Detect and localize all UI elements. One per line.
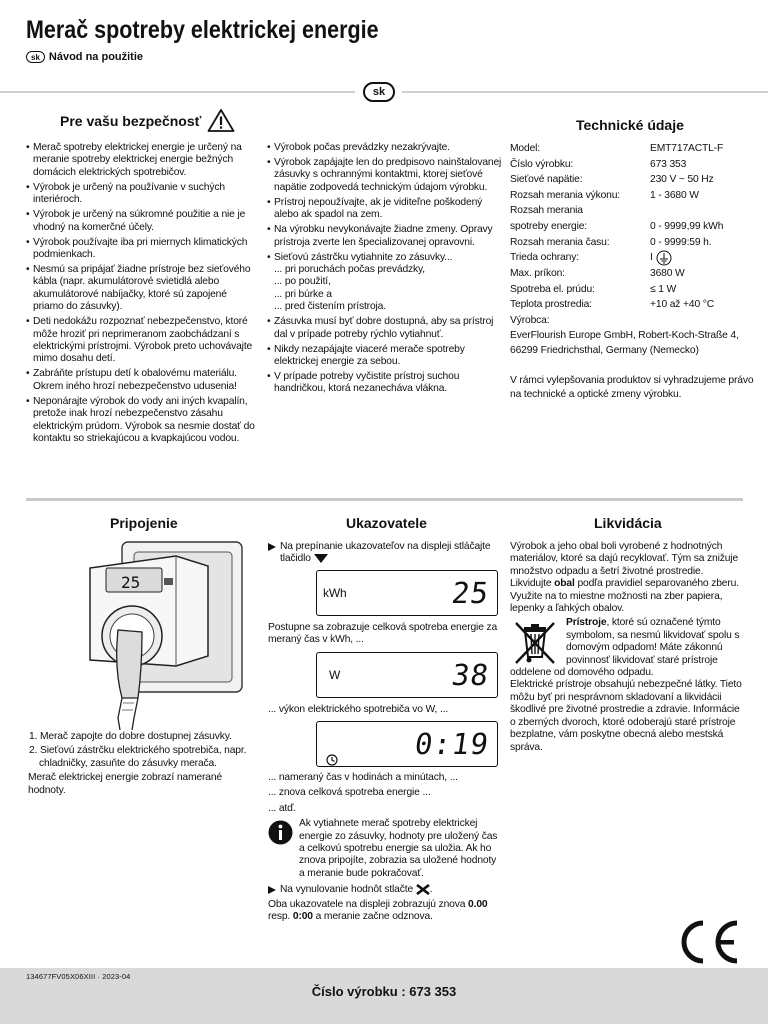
- reset-text: Na vynulovanie hodnôt stlačte: [280, 884, 414, 896]
- footer-code: 134677FV05X06XIII · 2023-04: [26, 972, 131, 981]
- spec-row: [510, 203, 755, 219]
- final-text-e: a meranie začne odznova.: [315, 911, 433, 923]
- display-column: [268, 541, 500, 924]
- display-intro: [268, 541, 500, 566]
- disposal-p2: [510, 578, 743, 615]
- spec-label: Spotreba el. prúdu:: [510, 283, 595, 295]
- spec-label: Rozsah merania výkonu:: [510, 189, 621, 201]
- ce-mark-icon: [675, 919, 743, 965]
- spec-row: [510, 157, 755, 173]
- device-illustration: [76, 538, 246, 730]
- display-text-3: ... nameraný čas v hodinách a minútach, ...: [268, 772, 458, 784]
- disposal-p1: Výrobok a jeho obal boli vyrobené z hodnotných materiálov, ktoré sa dajú recyklovať. Tým sa znižuje množstvo odpadu a šetrí životné prostredie.: [510, 541, 739, 577]
- safety-item: • Na výrobku nevykonávajte žiadne zmeny. Opravy prístroja zverte len špecializovanej opravovni.: [267, 224, 503, 249]
- display-heading: Ukazovatele: [346, 515, 427, 531]
- final-value-time: 0:00: [292, 911, 313, 923]
- safety-item: • Sieťovú zástrčku vytiahnite zo zásuvky... ... pri poruchách počas prevádzky, ... po použití, ... pri búrke a ... pred čistením prístroja.: [267, 252, 503, 314]
- connect-heading: Pripojenie: [110, 515, 178, 531]
- spec-row: [510, 250, 755, 266]
- tech-specs: [510, 141, 755, 402]
- lcd-time: [316, 721, 498, 767]
- spec-row: [510, 219, 755, 235]
- safety-item: • Výrobok počas prevádzky nezakrývajte.: [267, 142, 503, 154]
- lcd-power: [316, 652, 498, 698]
- safety-item: • Výrobok je určený na súkromné použitie a nie je vhodný na komerčné účely.: [26, 209, 260, 234]
- page-title: Merač spotreby elektrickej energie: [26, 16, 379, 44]
- display-text-4: ... znova celková spotreba energie ...: [268, 787, 431, 799]
- spec-row: [510, 282, 755, 298]
- disposal-p2-a: Likvidujte: [510, 578, 552, 590]
- spec-label: Rozsah merania: [510, 205, 583, 217]
- down-triangle-icon: [314, 554, 328, 563]
- lcd-power-unit: W: [329, 667, 341, 682]
- spec-label: Trieda ochrany:: [510, 252, 579, 264]
- spec-value: EMT717ACTL-F: [650, 143, 724, 154]
- protective-earth-icon: [656, 250, 672, 266]
- spec-label: Max. príkon:: [510, 268, 565, 280]
- header-divider-left: [0, 91, 355, 93]
- safety-item: • Zabráňte prístupu detí k obalovému materiálu. Okrem iného hrozí nebezpečenstvo udusenia!: [26, 368, 260, 393]
- safety-item: • Merač spotreby elektrickej energie je určený na meranie spotreby elektrickej energie bežných domácich elektrických spotrebičov.: [26, 142, 260, 179]
- connect-step-1: 1. Merač zapojte do dobre dostupnej zásuvky.: [29, 731, 232, 742]
- section-divider: [26, 498, 743, 501]
- safety-item: • Výrobok zapájajte len do predpisovo nainštalovanej zásuvky s ochrannými kontaktmi, ktorej sieťové napätie zodpovedá technickým údajom výrobku.: [267, 157, 503, 194]
- display-text-2: ... výkon elektrického spotrebiča vo W, ...: [268, 703, 449, 715]
- spec-value: 0 - 9999:59 h.: [650, 236, 712, 248]
- safety-heading-row: [60, 108, 235, 133]
- manufacturer-line-1: EverFlourish Europe GmbH, Robert-Koch-Straße 4,: [510, 329, 739, 341]
- step-arrow-icon: [268, 886, 276, 894]
- header-divider-right: [402, 91, 768, 93]
- step-arrow-icon: [268, 543, 276, 551]
- subtitle: Návod na použitie: [48, 51, 144, 63]
- spec-value: 0 - 9999,99 kWh: [650, 220, 724, 232]
- manufacturer-label: Výrobca:: [510, 314, 550, 326]
- display-final: [268, 899, 500, 924]
- safety-item: • Výrobok je určený na používanie v suchých interiéroch.: [26, 182, 260, 207]
- disposal-p2-bold: obal: [554, 578, 575, 590]
- connect-after: Merač elektrickej energie zobrazí namerané hodnoty.: [28, 772, 223, 796]
- info-note: [268, 818, 500, 880]
- display-text-5: ... atď.: [268, 802, 297, 814]
- lcd-energy-unit: kWh: [323, 585, 347, 600]
- reset-instruction: Na vynulovanie hodnôt stlačte .: [268, 884, 500, 897]
- disposal-p2-c: podľa pravidiel separovaného zberu. Využite na to miestne možnosti na zber papiera, lepenky a ľahkých obalov.: [510, 578, 739, 615]
- safety-item: • Deti nedokážu rozpoznať nebezpečenstvo, ktoré môže hroziť pri neprimeranom zaobchádzaní s elektrickými prístrojmi. Výrobok preto uchovávajte mimo dosahu detí.: [26, 316, 260, 366]
- spec-label: spotreby energie:: [510, 220, 588, 232]
- safety-item: • Zásuvka musí byť dobre dostupná, aby sa prístroj dal v prípade potreby rýchlo vytiahnuť.: [267, 316, 503, 341]
- disposal-heading: Likvidácia: [594, 515, 662, 531]
- spec-value: +10 až +40 °C: [650, 299, 714, 311]
- safety-item: • Neponárajte výrobok do vody ani iných kvapalín, pretože inak hrozí nebezpečenstvo zásahu elektrickým prúdom. Výrobok sa nesmie dostať do kontaktu so striekajúcou a kvapkajúcou vodou.: [26, 396, 260, 446]
- safety-item: • Nesmú sa pripájať žiadne prístroje bez sieťového kábla (napr. akumulátorové svietidlá alebo akumulátorové nabíjačky, ktoré sú zapojené priamo do zásuvky).: [26, 264, 260, 314]
- spec-label: Model:: [510, 143, 541, 154]
- disposal-p3-bold: Prístroje: [566, 617, 607, 629]
- reset-x-icon: [416, 884, 430, 895]
- disposal-column: [510, 541, 743, 754]
- language-badge: sk: [26, 51, 45, 63]
- safety-heading: Pre vašu bezpečnosť: [60, 112, 202, 129]
- footer-product-number: Číslo výrobku : 673 353: [311, 984, 457, 999]
- lcd-energy-value: 25: [449, 575, 492, 610]
- safety-item: • Nikdy nezapájajte viaceré merače spotreby elektrickej energie za sebou.: [267, 344, 503, 369]
- spec-row: [510, 297, 755, 313]
- spec-value: ≤ 1 W: [650, 283, 677, 295]
- spec-row: [510, 266, 755, 282]
- connect-steps: [28, 731, 250, 797]
- spec-row: [510, 172, 755, 188]
- spec-label: Číslo výrobku:: [510, 158, 574, 170]
- final-value-energy: 0.00: [468, 898, 488, 910]
- connect-step-2: 2. Sieťovú zástrčku elektrického spotrebiča, napr. chladničky, zasuňte do zásuvky merača.: [29, 745, 247, 769]
- display-text-1: Postupne sa zobrazuje celková spotreba energie za meraný čas v kWh, ...: [268, 621, 498, 646]
- display-intro-text: Na prepínanie ukazovateľov na displeji stláčajte tlačidlo: [280, 541, 491, 565]
- safety-item: • Výrobok používajte iba pri miernych klimatických podmienkach.: [26, 237, 260, 262]
- tech-note: V rámci vylepšovania produktov si vyhradzujeme právo na technické a optické zmeny výrobku.: [510, 374, 754, 400]
- safety-column-2: [267, 142, 503, 398]
- weee-bin-icon: [512, 619, 558, 665]
- warning-icon: [207, 108, 235, 133]
- spec-row: [510, 141, 755, 157]
- safety-item: • Prístroj nepoužívajte, ak je viditeľne poškodený alebo ak spadol na zem.: [267, 197, 503, 222]
- tech-heading: Technické údaje: [576, 117, 684, 133]
- spec-row: [510, 235, 755, 251]
- subtitle-row: [26, 51, 143, 63]
- lcd-energy: [316, 570, 498, 616]
- spec-value: 1 - 3680 W: [650, 189, 699, 201]
- spec-label: Teplota prostredia:: [510, 299, 592, 311]
- spec-row: [510, 188, 755, 204]
- manufacturer-line-2: 66299 Friedrichsthal, Germany (Nemecko): [510, 344, 699, 356]
- lcd-time-value: 0:19: [412, 726, 492, 761]
- safety-column-1: [26, 142, 260, 448]
- spec-label: Rozsah merania času:: [510, 236, 610, 248]
- spec-value: 673 353: [650, 158, 687, 170]
- spec-label: Sieťové napätie:: [510, 174, 583, 186]
- info-text: Ak vytiahnete merač spotreby elektrickej energie zo zásuvky, hodnoty pre uložený čas a celkovú spotrebu energie sa uložia. Ak ho znova pripojíte, zobrazia sa uložené hodnoty a meranie bude pokračovať.: [299, 818, 498, 879]
- spec-value: 230 V ~ 50 Hz: [650, 174, 714, 186]
- info-icon: [268, 820, 293, 845]
- language-badge-center: sk: [363, 82, 395, 102]
- final-text-a: Oba ukazovatele na displeji zobrazujú znova: [268, 898, 466, 910]
- lcd-power-value: 38: [449, 657, 492, 692]
- device-display-digits: 25: [121, 573, 141, 592]
- clock-icon: [326, 754, 338, 766]
- final-text-c: resp.: [268, 911, 291, 923]
- disposal-p3-text: , ktoré sú označené týmto symbolom, sa nesmú likvidovať spolu s domovým odpadom! Máte zákonnú povinnosť likvidovať staré prístroje oddelene od domového odpadu.: [510, 617, 740, 679]
- disposal-p4: Elektrické prístroje obsahujú nebezpečné látky. Tieto môžu byť pri nesprávnom skladovaní a likvidácii škodlivé pre životné prostredie a zdravie. Informácie o zberných dvoroch, ktoré odoberajú staré prístroje bezplatne, vám poskytne obecná alebo mestská správa.: [510, 679, 742, 753]
- safety-item: • V prípade potreby vyčistite prístroj suchou handričkou, ktorá nezanecháva vlákna.: [267, 371, 503, 396]
- disposal-p3: [510, 617, 743, 679]
- spec-value: I: [650, 252, 653, 264]
- spec-value: 3680 W: [650, 268, 685, 280]
